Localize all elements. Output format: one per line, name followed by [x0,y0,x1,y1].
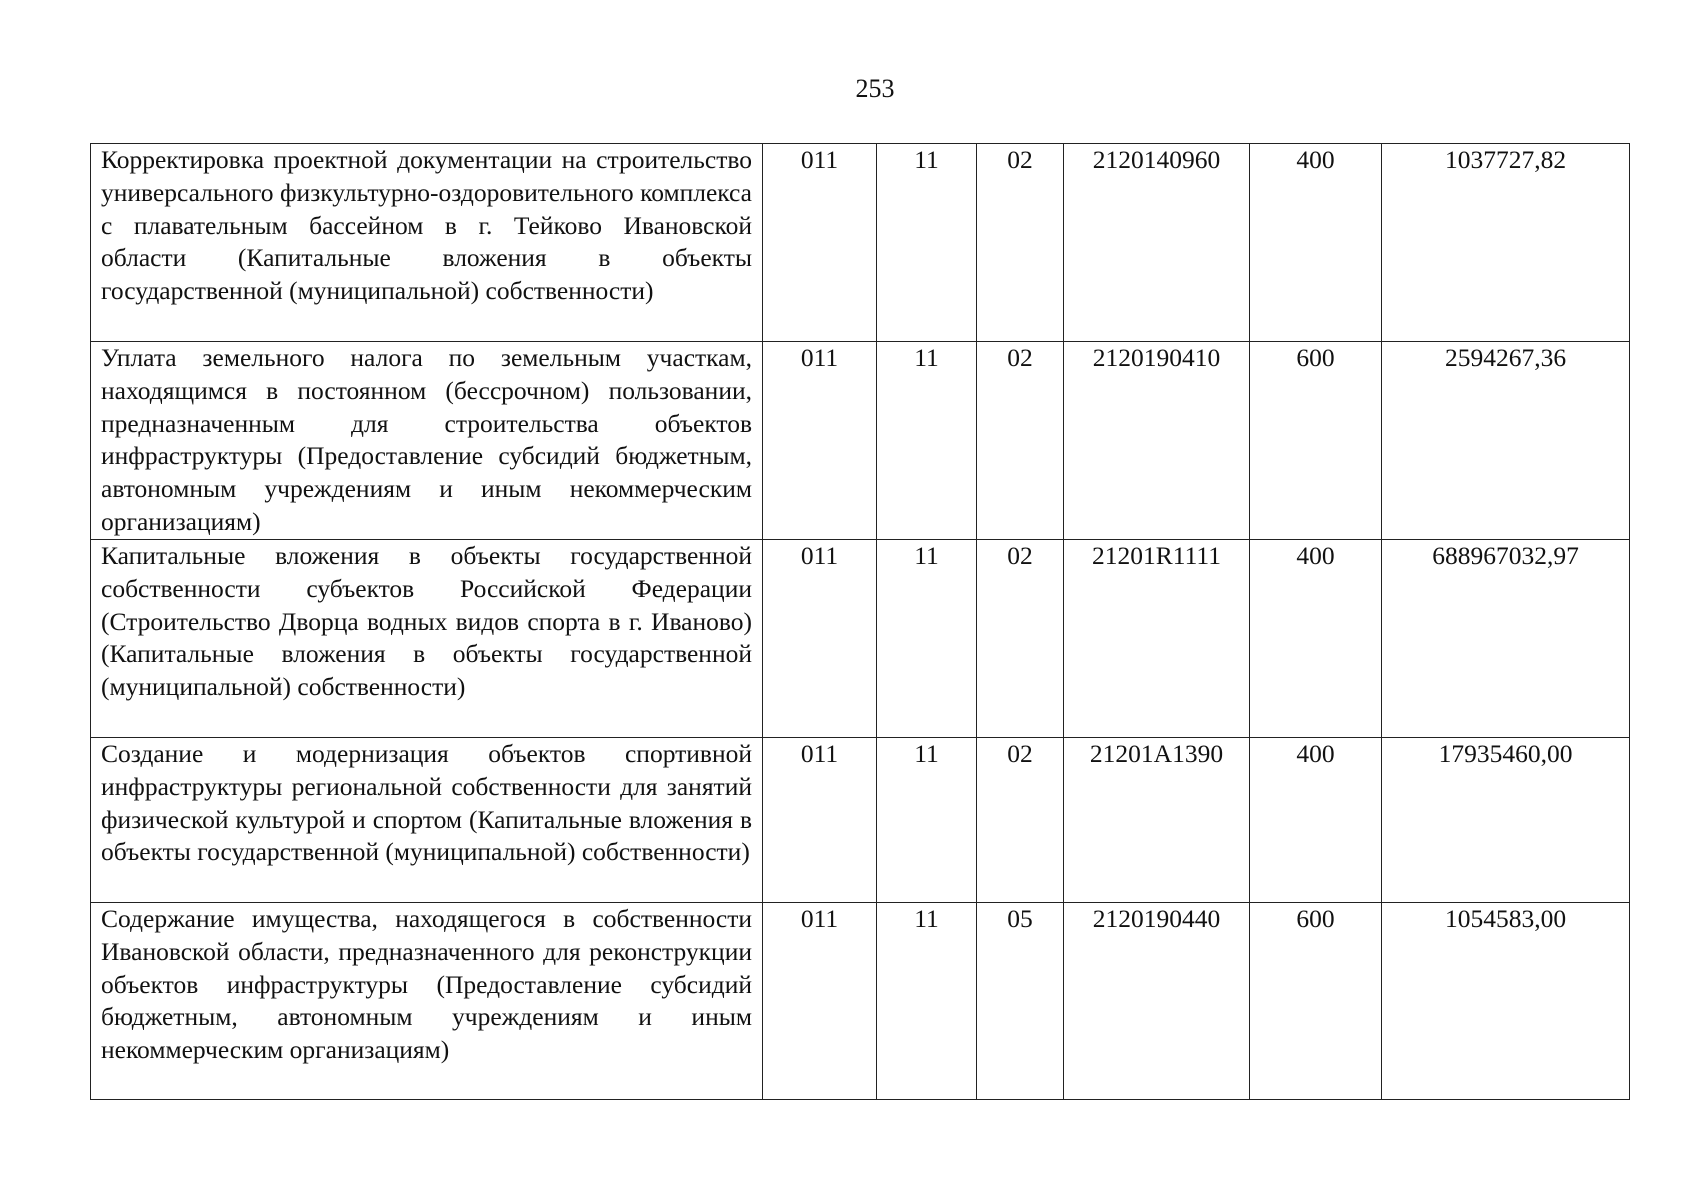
amount: 1037727,82 [1382,144,1630,342]
amount: 1054583,00 [1382,903,1630,1100]
target-article-code: 2120140960 [1064,144,1250,342]
table-row [91,144,1630,342]
table-row [91,342,1630,540]
ministry-code: 011 [763,903,877,1100]
target-article-code: 2120190440 [1064,903,1250,1100]
page-number: 253 [855,74,895,103]
expense-type-code: 400 [1250,540,1382,738]
row-description: Содержание имущества, находящегося в собственности Ивановской области, предназначенного для реконструкции объектов инфраструктуры (Предоставление субсидий бюджетным, автономным учреждениям и иным некоммерческим организациям) [91,903,763,1100]
expense-type-code: 400 [1250,144,1382,342]
subsection-code: 05 [977,903,1064,1100]
table-row [91,903,1630,1100]
row-description: Уплата земельного налога по земельным участкам, находящимся в постоянном (бессрочном) пользовании, предназначенным для строительства объектов инфраструктуры (Предоставление субсидий бюджетным, автономным учреждениям и иным некоммерческим организациям) [91,342,763,540]
budget-table [90,143,1630,1100]
section-code: 11 [877,342,977,540]
amount: 688967032,97 [1382,540,1630,738]
section-code: 11 [877,903,977,1100]
target-article-code: 21201R1111 [1064,540,1250,738]
amount: 2594267,36 [1382,342,1630,540]
ministry-code: 011 [763,540,877,738]
row-description: Корректировка проектной документации на строительство универсального физкультурно-оздоровительного комплекса с плавательным бассейном в г. Тейково Ивановской области (Капитальные вложения в объекты государственной (муниципальной) собственности) [91,144,763,342]
amount: 17935460,00 [1382,738,1630,903]
ministry-code: 011 [763,144,877,342]
section-code: 11 [877,738,977,903]
subsection-code: 02 [977,144,1064,342]
expense-type-code: 600 [1250,903,1382,1100]
target-article-code: 2120190410 [1064,342,1250,540]
row-description: Создание и модернизация объектов спортивной инфраструктуры региональной собственности для занятий физической культурой и спортом (Капитальные вложения в объекты государственной (муниципальной) собственности) [91,738,763,903]
subsection-code: 02 [977,738,1064,903]
ministry-code: 011 [763,738,877,903]
ministry-code: 011 [763,342,877,540]
expense-type-code: 600 [1250,342,1382,540]
section-code: 11 [877,144,977,342]
section-code: 11 [877,540,977,738]
target-article-code: 21201A1390 [1064,738,1250,903]
subsection-code: 02 [977,342,1064,540]
subsection-code: 02 [977,540,1064,738]
expense-type-code: 400 [1250,738,1382,903]
table-row [91,540,1630,738]
table-row [91,738,1630,903]
row-description: Капитальные вложения в объекты государственной собственности субъектов Российской Федерации (Строительство Дворца водных видов спорта в г. Иваново) (Капитальные вложения в объекты государственной (муниципальной) собственности) [91,540,763,738]
